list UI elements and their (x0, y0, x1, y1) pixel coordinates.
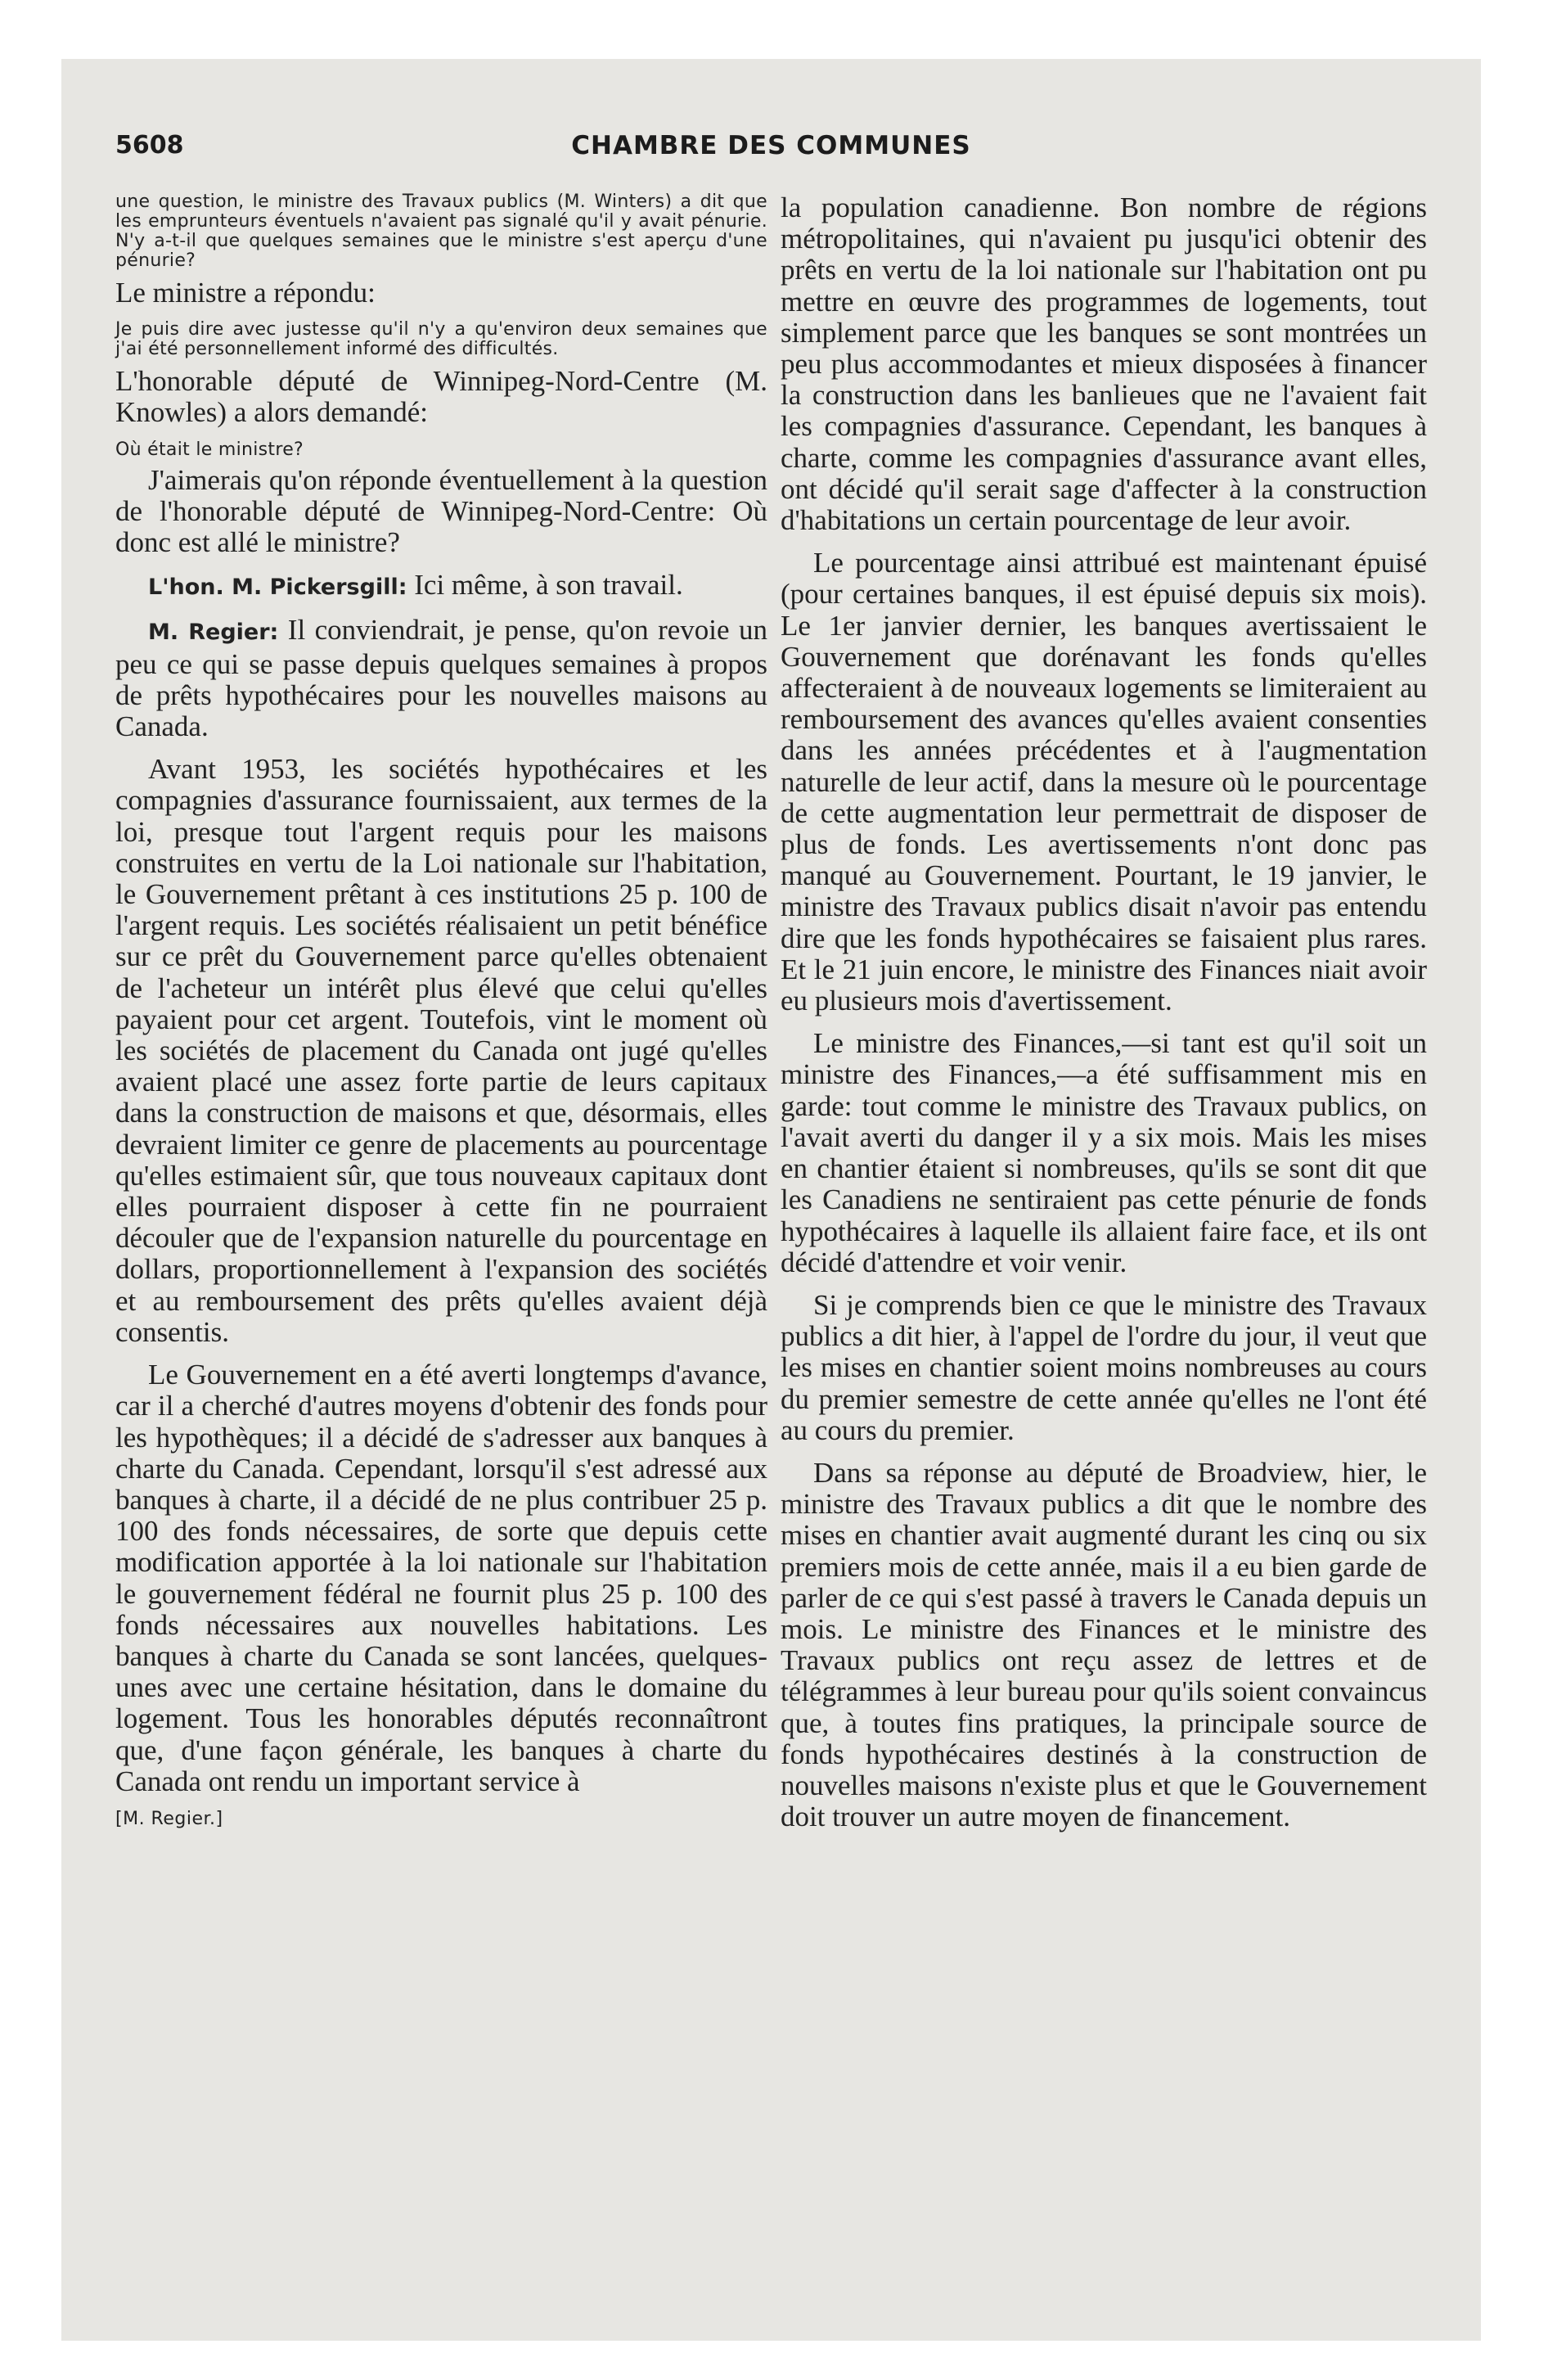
speech-paragraph (115, 570, 767, 603)
paragraph: Dans sa réponse au député de Broadview, hier, le ministre des Travaux publics a dit que le nombre des mises en chantier avait augmenté durant les cinq ou six premiers mois de cette année, mais il a eu bien garde de parler de ce qui s'est passé à travers le Canada depuis un mois. Le ministre des Finances et le ministre des Travaux publics ont reçu assez de lettres et de télégrammes à leur bureau pour qu'ils soient convaincus que, à toutes fins pratiques, la principale source de fonds hypothécaires destinés à la construction de nouvelles maisons n'existe plus et que le Gouvernement doit trouver un autre moyen de financement. (781, 1456, 1427, 1833)
quoted-passage: une question, le ministre des Travaux publics (M. Winters) a dit que les emprunteurs éventuels n'avaient pas signalé qu'il y avait pénurie. N'y a-t-il que quelques semaines que le ministre s'est aperçu d'une pénurie? (115, 192, 767, 271)
paragraph: la population canadienne. Bon nombre de régions métropolitaines, qui n'avaient pu jusqu'ici obtenir des prêts en vertu de la loi nationale sur l'habitation ont pu mettre en œuvre des programmes de logements, tout simplement parce que les banques se sont montrées un peu plus accommodantes et mieux disposées à financer la construction dans les banlieues que ne l'avaient fait les compagnies d'assurance. Cependant, les banques à charte, comme les compagnies d'assurance avant elles, ont décidé qu'il serait sage d'affecter à la construction d'habitations un certain pourcentage de leur avoir. (781, 192, 1427, 537)
page-header (115, 131, 1427, 180)
paragraph: Avant 1953, les sociétés hypothécaires et les compagnies d'assurance fournissaient, aux termes de la loi, presque tout l'argent requis pour les maisons construites en vertu de la Loi nationale sur l'habitation, le Gouvernement prêtant à ces institutions 25 p. 100 de l'argent requis. Les sociétés réalisaient un petit bénéfice sur ce prêt du Gouvernement parce qu'elles obtenaient de l'acheteur un intérêt plus élevé que celui qu'elles payaient pour cet argent. Toutefois, vint le moment où les sociétés de placement du Canada ont jugé qu'elles avaient placé une assez forte partie de leurs capitaux dans la construction de maisons et que, désormais, elles devraient limiter ce genre de placements au pourcentage qu'elles estimaient sûr, que tous nouveaux capitaux dont elles pourraient disposer à cette fin ne pourraient découler que de l'expansion naturelle du pourcentage en dollars, proportionnellement à l'expansion des sociétés et au remboursement des prêts qu'elles avaient déjà consentis. (115, 753, 767, 1348)
page-number: 5608 (115, 131, 184, 160)
speech-paragraph (115, 615, 767, 742)
speaker-name: M. Regier: (148, 620, 279, 646)
speaker-name: L'hon. M. Pickersgill: (148, 575, 407, 601)
paragraph: Le ministre a répondu: (115, 277, 376, 309)
paragraph: L'honorable député de Winnipeg-Nord-Centre (M. Knowles) a alors demandé: (115, 365, 767, 429)
paragraph: Si je comprends bien ce que le ministre des Travaux publics a dit hier, à l'appel de l'ordre du jour, il veut que les mises en chantier soient moins nombreuses au cours du premier semestre de cette année qu'elles ne l'ont été au cours du premier. (781, 1288, 1427, 1446)
running-title: CHAMBRE DES COMMUNES (571, 131, 971, 160)
right-column (781, 192, 1427, 1844)
paragraph: Le Gouvernement en a été averti longtemps d'avance, car il a cherché d'autres moyens d'obtenir des fonds pour les hypothèques; il a décidé de s'adresser aux banques à charte du Canada. Cependant, lorsqu'il s'est adressé aux banques à charte, il a décidé de ne plus contribuer 25 p. 100 des fonds nécessaires, de sorte que depuis cette modification apportée à la loi nationale sur l'habitation le gouvernement fédéral ne fournit plus 25 p. 100 des fonds nécessaires aux nouvelles habitations. Les banques à charte du Canada se sont lancées, quelques-unes avec une certaine hésitation, dans le domaine du logement. Tous les honorables députés reconnaîtront que, d'une façon générale, les banques à charte du Canada ont rendu un important service à (115, 1359, 767, 1797)
left-column (115, 192, 767, 1829)
paragraph: J'aimerais qu'on réponde éventuellement à la question de l'honorable député de Winnipeg-Nord-Centre: Où donc est allé le ministre? (115, 463, 767, 559)
speaker-footer: [M. Regier.] (115, 1808, 223, 1829)
paragraph: Le ministre des Finances,—si tant est qu'il soit un ministre des Finances,—a été suffisamment mis en garde: tout comme le ministre des Travaux publics, on l'avait averti du danger il y a six mois. Mais les mises en chantier étaient si nombreuses, qu'ils se sont dit que les Canadiens ne sentiraient pas cette pénurie de fonds hypothécaires à laquelle ils allaient faire face, et ils ont décidé d'attendre et voir venir. (781, 1027, 1427, 1278)
quoted-passage: Où était le ministre? (115, 439, 304, 460)
paragraph: Le pourcentage ainsi attribué est maintenant épuisé (pour certaines banques, il est épuisé depuis six mois). Le 1er janvier dernier, les banques avertissaient le Gouvernement que dorénavant les fonds qu'elles affecteraient à de nouveaux logements se limiteraient au remboursement des avances qu'elles avaient consenties dans les années précédentes et à l'augmentation naturelle de leur actif, dans la mesure où le pourcentage de cette augmentation leur permettrait de disposer de plus de fonds. Les avertissements n'ont donc pas manqué au Gouvernement. Pourtant, le 19 janvier, le ministre des Travaux publics disait n'avoir pas entendu dire que les fonds hypothécaires se faisaient plus rares. Et le 21 juin encore, le ministre des Finances niait avoir eu plusieurs mois d'avertissement. (781, 547, 1427, 1017)
quoted-passage: Je puis dire avec justesse qu'il n'y a qu'environ deux semaines que j'ai été personnellement informé des difficultés. (115, 319, 767, 360)
scanned-page (61, 59, 1481, 2341)
speech-text: Ici même, à son travail. (414, 569, 683, 602)
speech-text: Il conviendrait, je pense, qu'on revoie un peu ce qui se passe depuis quelques semaines à propos de prêts hypothécaires pour les nouvelles maisons au Canada. (115, 614, 768, 743)
